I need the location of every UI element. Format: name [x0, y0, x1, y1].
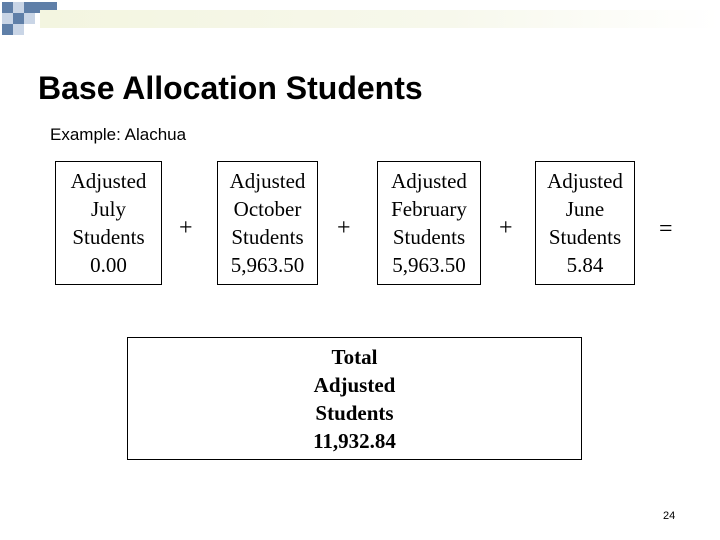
term-line: Adjusted — [229, 169, 306, 193]
decor-square — [13, 24, 24, 35]
plus-operator: + — [179, 215, 193, 241]
total-line: Students — [315, 400, 394, 425]
total-value: 11,932.84 — [313, 428, 396, 453]
decor-square — [2, 13, 13, 24]
term-line: Students — [231, 225, 304, 249]
term-value: 0.00 — [90, 253, 127, 277]
term-line: Adjusted — [547, 169, 623, 193]
term-value: 5.84 — [566, 253, 604, 277]
total-line: Adjusted — [313, 372, 396, 397]
total-line: Total — [331, 344, 378, 369]
decor-square — [24, 13, 35, 24]
term-line: Students — [72, 225, 145, 249]
term-value: 5,963.50 — [230, 253, 305, 277]
page-subtitle: Example: Alachua — [50, 125, 187, 144]
decor-square — [2, 24, 13, 35]
decor-square — [24, 2, 35, 13]
term-line: June — [565, 197, 605, 221]
page-number: 24 — [663, 510, 676, 522]
decor-square — [2, 2, 13, 13]
decor-top-bar — [40, 10, 720, 28]
term-box-july — [55, 161, 162, 285]
term-box-february — [377, 161, 481, 285]
total-box — [127, 337, 582, 460]
term-line: February — [391, 197, 467, 221]
term-line: Adjusted — [70, 169, 147, 193]
term-line: Students — [548, 225, 622, 249]
decor-square — [13, 2, 24, 13]
term-box-june — [535, 161, 635, 285]
term-line: Adjusted — [391, 169, 467, 193]
plus-operator: + — [499, 215, 513, 241]
term-line: October — [233, 197, 302, 221]
equals-operator: = — [659, 216, 673, 242]
page-title: Base Allocation Students — [38, 70, 423, 106]
plus-operator: + — [337, 215, 351, 241]
term-line: July — [90, 197, 126, 221]
term-line: Students — [392, 225, 466, 249]
decor-square — [13, 13, 24, 24]
term-value: 5,963.50 — [392, 253, 466, 277]
term-box-october — [217, 161, 318, 285]
